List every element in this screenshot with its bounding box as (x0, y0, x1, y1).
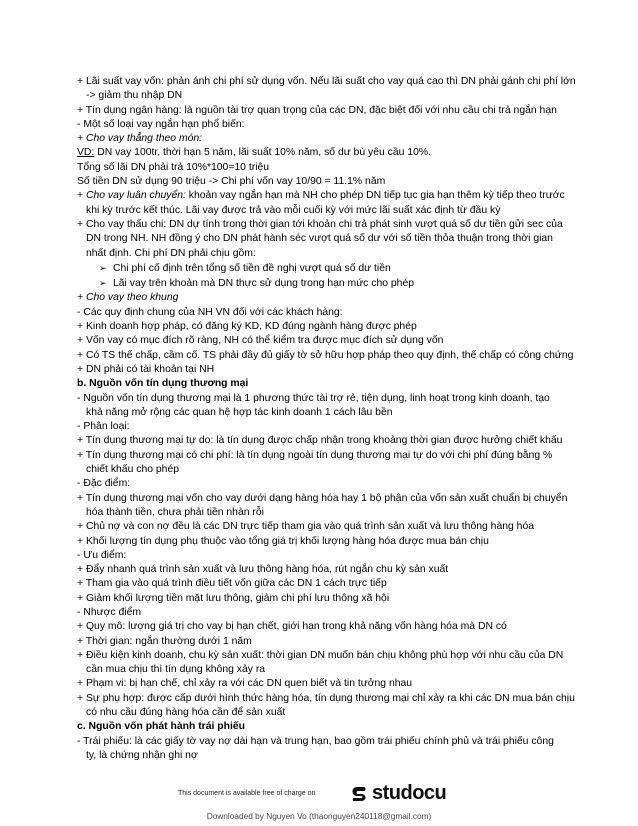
text-line (77, 477, 577, 491)
text-segment: - Nhược điểm (77, 606, 142, 618)
text-segment: - Trái phiếu: là các giấy tờ vay nợ dài hạn và trung hạn, bao gồm trái phiếu chính phủ và trái phiếu công (77, 735, 554, 747)
text-segment: khoản vay ngắn hạn mà NH cho phép DN tiếp tục gia hạn thêm kỳ tiếp theo trước (185, 190, 565, 202)
text-segment: + Tham gia vào quá trình điều tiết vốn giữa các DN 1 cách trực tiếp (77, 578, 387, 590)
text-line (77, 291, 577, 305)
text-line (77, 392, 577, 406)
text-line (77, 118, 577, 132)
text-segment: + Giảm khối lượng tiền mặt lưu thông, giảm chi phí lưu thông xã hội (77, 592, 390, 604)
text-line (77, 620, 577, 634)
text-line (77, 104, 577, 118)
text-line (77, 706, 577, 720)
text-line (77, 334, 577, 348)
text-segment: Số tiền DN sử dụng 90 triệu -> Chi phí vốn vay 10/90 = 11.1% năm (77, 176, 386, 188)
text-segment: + Tín dụng thương mại tự do: là tín dụng được chấp nhận trong khoảng thời gian được hưởng chiết khấu (77, 435, 563, 447)
text-segment: + Thời gian: ngắn thường dưới 1 năm (77, 635, 252, 647)
text-segment: - Ưu điểm: (77, 549, 127, 561)
text-segment: - Một số loại vay ngắn hạn phổ biến: (77, 118, 245, 130)
text-segment: - Đặc điểm: (77, 478, 131, 490)
text-segment: + Tín dụng ngân hàng: là nguồn tài trợ quan trọng của các DN, đặc biệt đối với nhu cầu chi trả ngắn hạn (77, 104, 557, 116)
text-line (77, 749, 577, 763)
text-segment: Tổng số lãi DN phải trả 10%*100=10 triệu (77, 161, 270, 173)
text-line (77, 735, 577, 749)
text-segment: VD: (77, 147, 95, 159)
availability-text: This document is available free of charge on (178, 790, 316, 797)
text-line (77, 635, 577, 649)
text-segment: + DN phải có tài khoản tại NH (77, 363, 215, 375)
text-line (77, 161, 577, 175)
text-line (77, 592, 577, 606)
text-line (77, 132, 577, 146)
text-line (77, 649, 577, 663)
text-segment: ty, là chứng nhận ghi nợ (86, 749, 198, 761)
text-segment: + Cho vay thấu chi: DN dự tính trong thời gian tới khoản chi trả phát sinh vượt quá số dư tiền gửi sec của (77, 218, 563, 230)
text-line (77, 89, 577, 103)
text-segment: + Tín dụng thương mại vốn cho vay dưới dạng hàng hóa hay 1 bộ phận của vốn sản xuất chuẩn bị chuyển (77, 492, 568, 504)
bullet-item (77, 276, 577, 291)
text-line (77, 306, 577, 320)
text-line (77, 606, 577, 620)
text-line (77, 535, 577, 549)
text-line (77, 506, 577, 520)
studocu-brand[interactable] (349, 782, 446, 805)
arrow-bullet-icon: ➢ (99, 278, 107, 289)
text-line (77, 563, 577, 577)
text-line (77, 577, 577, 591)
text-line (77, 377, 577, 391)
text-segment: cần mua chịu thì tín dụng không xảy ra (86, 664, 266, 676)
text-segment: khi kỳ trước kết thúc. Lãi vay được trả vào mỗi cuối kỳ với mức lãi suất xác định từ đầu kỳ (86, 204, 501, 216)
text-line (77, 420, 577, 434)
text-line (77, 204, 577, 218)
text-line (77, 232, 577, 246)
text-segment: Chi phí cố định trên tổng số tiền đề nghị vượt quá số dư tiền (113, 262, 391, 274)
text-line (77, 677, 577, 691)
text-line (77, 363, 577, 377)
text-line (77, 549, 577, 563)
text-line (77, 520, 577, 534)
text-segment: Cho vay luân chuyển: (85, 190, 186, 202)
text-segment: chiết khấu cho phép (86, 464, 180, 476)
text-segment: -> giảm thu nhập DN (86, 90, 183, 102)
text-segment: + Đẩy nhanh quá trình sản xuất và lưu thông hàng hóa, rút ngắn chu kỳ sản xuất (77, 564, 449, 576)
text-segment: b. Nguồn vốn tín dụng thương mại (77, 378, 249, 390)
text-line (77, 406, 577, 420)
text-segment: + Lãi suất vay vốn: phản ánh chi phí sử dụng vốn. Nếu lãi suất cho vay quá cao thì DN phải gánh chi phí lớn (77, 76, 576, 87)
text-line (77, 663, 577, 677)
text-segment: + Kinh doanh hợp pháp, có đăng ký KD, KD đúng ngành hàng được phép (77, 321, 417, 333)
text-line (77, 492, 577, 506)
text-segment: - Các quy định chung của NH VN đối với các khách hàng: (77, 306, 343, 318)
text-segment: + Phạm vi: bị hạn chế, chỉ xảy ra với các DN quen biết và tin tưởng nhau (77, 678, 413, 690)
text-segment: + Tín dụng thương mại có chi phí: là tín dụng ngoài tín dụng thương mại tự do với chi phí đúng bằng % (77, 449, 553, 461)
text-segment: + Sự phụ hợp: được cấp dưới hình thức hàng hóa, tín dụng thương mại chỉ xảy ra khi các DN mua bán chịu (77, 692, 575, 704)
text-segment: c. Nguồn vốn phát hành trái phiếu (77, 721, 245, 733)
text-line (77, 175, 577, 189)
text-segment: Lãi vay trên khoản mà DN thực sử dụng trong hạn mức cho phép (113, 278, 414, 290)
text-segment: - Phân loại: (77, 421, 130, 433)
text-line (77, 434, 577, 448)
text-segment: + Quy mô: lượng giá trị cho vay bị hạn chết, giới hạn trong khả năng vốn hàng hóa mà DN có (77, 621, 507, 633)
text-segment: hóa thành tiền, chưa phải tiền nhàn rỗi (86, 506, 264, 518)
text-segment: + Chủ nợ và con nợ đều là các DN trực tiếp tham gia vào quá trình sản xuất và lưu thông hàng hóa (77, 521, 535, 533)
text-segment: + Có TS thế chấp, cầm cố. TS phải đầy đủ giấy tờ sở hữu hợp pháp theo quy định, thế chấp có công chứng (77, 349, 574, 361)
text-segment: nhất định. Chi phí DN phải chịu gồm: (86, 247, 256, 259)
text-line (77, 75, 577, 89)
text-segment: + Vốn vay có mục đích rõ ràng, NH có thể kiểm tra được mục đích sử dụng vốn (77, 335, 444, 347)
text-segment: DN trong NH. NH đồng ý cho DN phát hành séc vượt quá số dư với số tiền thỏa thuận trong thời gian (86, 233, 553, 245)
text-line (77, 189, 577, 203)
text-line (77, 146, 577, 160)
text-line (77, 463, 577, 477)
brand-name: studocu (372, 782, 447, 804)
text-segment: có nhu cầu đúng hàng hóa cần để sản xuất (86, 707, 286, 719)
text-segment: + Khối lượng tín dụng phụ thuộc vào tổng giá trị khối lượng hàng hóa được mua bán chịu (77, 535, 489, 547)
text-line (77, 692, 577, 706)
bullet-item (77, 261, 577, 276)
text-segment: + Điều kiện kinh doanh, chu kỳ sản xuất: thời gian DN muốn bán chịu không phù hợp với nhu cầu của DN (77, 649, 564, 661)
text-line (77, 218, 577, 232)
text-line (77, 349, 577, 363)
text-segment: DN vay 100tr, thời hạn 5 năm, lãi suất 10% năm, số dư bù yêu cầu 10%. (94, 147, 431, 159)
arrow-bullet-icon: ➢ (99, 262, 107, 273)
text-line (77, 320, 577, 334)
text-segment: khả năng mở rộng các quan hệ hợp tác kinh doanh 1 cách lâu bền (86, 406, 393, 418)
text-segment: + (77, 190, 86, 202)
document-body (77, 75, 577, 763)
text-segment: - Nguồn vốn tín dụng thương mại là 1 phương thức tài trợ rẻ, tiện dụng, linh hoạt trong kinh doanh, tạo (77, 392, 550, 404)
text-line (77, 449, 577, 463)
text-line (77, 720, 577, 734)
downloaded-by: Downloaded by Nguyen Vo (thaonguyen240118@gmail.com) (206, 811, 432, 821)
text-segment: + Cho vay thẳng theo món: (77, 133, 203, 145)
text-segment: + Cho vay theo khung (77, 292, 179, 304)
studocu-logo-icon (349, 784, 369, 804)
text-line (77, 247, 577, 261)
